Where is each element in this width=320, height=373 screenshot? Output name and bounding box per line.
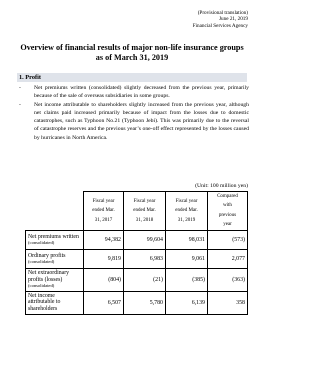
cell-value: 5,780	[124, 291, 166, 314]
unit-note: (Unit: 100 million yen)	[195, 183, 248, 189]
bullet-list	[17, 84, 249, 142]
bullet-text: Net income attributable to shareholders slightly increased from the previous year, although net claims paid increased primarily because of impact from the losses due to domestic catastrophes, such as Typhoon No.21 (Typhoon Jebi). This was primarily due to the reversal of catastrophe reserves and the previous year’s one-off effect represented by the losses caused by hurricanes in North America.	[34, 101, 249, 141]
translation-note: (Provisional translation)	[197, 10, 248, 16]
cell-value: (385)	[166, 268, 208, 291]
cell-value: 94,382	[84, 230, 124, 249]
issuing-agency: Financial Services Agency	[192, 22, 248, 29]
financial-results-table	[25, 191, 248, 315]
document-date: June 21, 2019	[219, 16, 248, 23]
cell-value: 2,077	[208, 249, 248, 268]
cell-value: (363)	[208, 268, 248, 291]
document-header	[193, 10, 248, 29]
cell-value: (573)	[208, 230, 248, 249]
section-heading: 1. Profit	[17, 73, 247, 82]
table-corner	[26, 192, 84, 231]
row-label: Ordinary profits (consolidated)	[26, 249, 84, 268]
column-header: Fiscal year ended Mar. 31, 2017	[84, 192, 124, 231]
column-header-current-year: Fiscal year ended Mar. 31, 2019	[166, 192, 208, 231]
cell-value: (21)	[124, 268, 166, 291]
row-label: Net premiums written (consolidated)	[26, 230, 84, 249]
dash-marker: -	[19, 85, 21, 91]
page-title	[0, 43, 264, 62]
bullet-text: Net premiums written (consolidated) slightly decreased from the previous year, primarily because of the sale of overseas subsidiaries in some groups.	[34, 85, 249, 100]
table-row	[26, 291, 248, 314]
title-line-2: as of March 31, 2019	[95, 52, 169, 62]
cell-value: 358	[208, 291, 248, 314]
bullet-item	[17, 101, 249, 142]
cell-value: 6,983	[124, 249, 166, 268]
column-header: Fiscal year ended Mar. 31, 2018	[124, 192, 166, 231]
cell-value: 6,139	[166, 291, 208, 314]
table-row	[26, 230, 248, 249]
table-row	[26, 268, 248, 291]
bullet-item	[17, 84, 249, 101]
cell-value: 98,031	[166, 230, 208, 249]
cell-value: 9,819	[84, 249, 124, 268]
cell-value: (804)	[84, 268, 124, 291]
title-line-1: Overview of financial results of major non-life insurance groups	[20, 43, 244, 52]
row-label: Net extraordinary profits (losses) (consolidated)	[26, 268, 84, 291]
cell-value: 9,061	[166, 249, 208, 268]
table-header-row	[26, 192, 248, 231]
cell-value: 6,507	[84, 291, 124, 314]
dash-marker: -	[19, 101, 21, 108]
row-label: Net income attributable to shareholders	[26, 291, 84, 314]
table-row	[26, 249, 248, 268]
column-header-comparison: Compared with previous year	[208, 192, 248, 231]
cell-value: 99,604	[124, 230, 166, 249]
